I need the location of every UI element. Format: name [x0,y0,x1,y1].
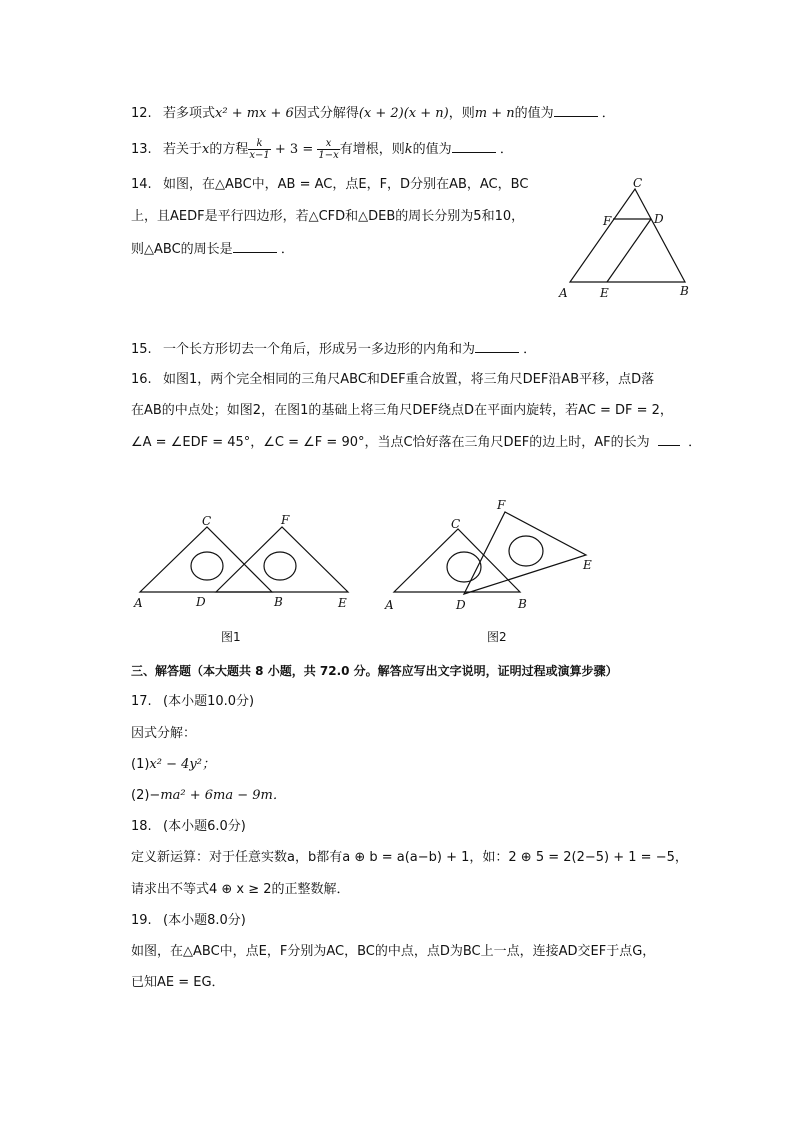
label-e: E [338,596,347,610]
triangle-hole [509,536,543,566]
question-17-intro: 因式分解： [131,726,197,741]
q16-figure-1 [130,510,360,615]
label-d: D [196,595,206,609]
fraction: $\frac{k}{x-1}$ [249,138,270,161]
question-18-header: 18. (本小题6.0分) [131,817,246,837]
answer-blank[interactable] [554,103,598,117]
figure-1-caption: 图1 [221,630,241,644]
question-number: 17. [131,694,152,709]
answer-blank[interactable] [658,432,680,446]
label-c: C [202,514,212,528]
question-number: 18. [131,819,152,834]
label-d: D [456,598,466,612]
triangle-hole [447,552,481,582]
figure-2-caption: 图2 [487,630,507,644]
question-number: 16. [131,372,152,387]
question-18-line1: 定义新运算：对于任意实数a，b都有a ⊕ b = a(a−b) + 1，如：2 ⊕ 5 = 2(2−5) + 1 = −5， [131,850,688,865]
answer-blank[interactable] [475,339,519,353]
label-e: E [600,286,609,300]
question-17-header: 17. (本小题10.0分) [131,692,254,712]
label-b: B [680,284,689,298]
label-f: F [497,498,506,512]
q14-figure-triangle [555,175,705,305]
question-14-line3: 则△ABC的周长是 ． [131,239,294,260]
triangle-hole [191,552,223,580]
question-14-line1: 14. 如图，在△ABC中，AB = AC，点E，F，D分别在AB，AC，BC [131,175,528,195]
question-12: 12. 若多项式x² + mx + 6因式分解得(x + 2)(x + n)，则m + n的值为 ． [131,103,615,124]
question-17-part1: (1)x² − 4y²； [131,757,215,772]
label-f: F [603,214,612,228]
label-c: C [633,176,643,190]
section-heading: 三、解答题（本大题共 8 小题，共 72.0 分。解答应写出文字说明，证明过程或演算步骤） [131,664,618,678]
question-13: 13. 若关于x的方程 $\frac{k}{x-1}$ + 3 = $\frac{x}{1-x}$ 有增根，则k的值为 ． [131,138,513,161]
question-number: 15. [131,342,152,357]
label-b: B [518,597,527,611]
label-c: C [451,517,461,531]
segment-de [607,219,651,282]
question-number: 14. [131,177,152,192]
label-a: A [134,596,143,610]
question-15: 15. 一个长方形切去一个角后，形成另一多边形的内角和为 ． [131,339,536,360]
triangle-abc [570,189,685,282]
fraction: $\frac{x}{1-x}$ [318,138,339,161]
question-number: 13. [131,142,152,157]
q16-figure-2 [380,495,600,620]
answer-blank[interactable] [452,139,496,153]
question-16-line3: ∠A = ∠EDF = 45°，∠C = ∠F = 90°，当点C恰好落在三角尺DEF的边上时，AF的长为 ． [131,432,701,453]
label-b: B [274,595,283,609]
question-14-line2: 上，且AEDF是平行四边形，若△CFD和△DEB的周长分别为5和10， [131,209,525,224]
question-19-header: 19. (本小题8.0分) [131,911,246,931]
question-16-line2: 在AB的中点处；如图2，在图1的基础上将三角尺DEF绕点D在平面内旋转，若AC = DF = 2， [131,403,673,418]
label-d: D [654,212,664,226]
triangle-hole [264,552,296,580]
question-17-part2: (2)−ma² + 6ma − 9m． [131,788,286,803]
answer-blank[interactable] [233,239,277,253]
question-number: 12. [131,106,152,121]
label-e: E [583,558,592,572]
triangle-def [216,527,348,592]
question-18-line2: 请求出不等式4 ⊕ x ≥ 2的正整数解． [131,882,350,897]
triangle-abc [140,527,272,592]
label-a: A [385,598,394,612]
label-a: A [559,286,568,300]
question-16-line1: 16. 如图1，两个完全相同的三角尺ABC和DEF重合放置，将三角尺DEF沿AB平移，点D落 [131,370,654,390]
question-19-line2: 已知AE = EG． [131,975,225,990]
question-19-line1: 如图，在△ABC中，点E，F分别为AC，BC的中点，点D为BC上一点，连接AD交EF于点G， [131,944,656,959]
question-number: 19. [131,913,152,928]
label-f: F [281,513,290,527]
